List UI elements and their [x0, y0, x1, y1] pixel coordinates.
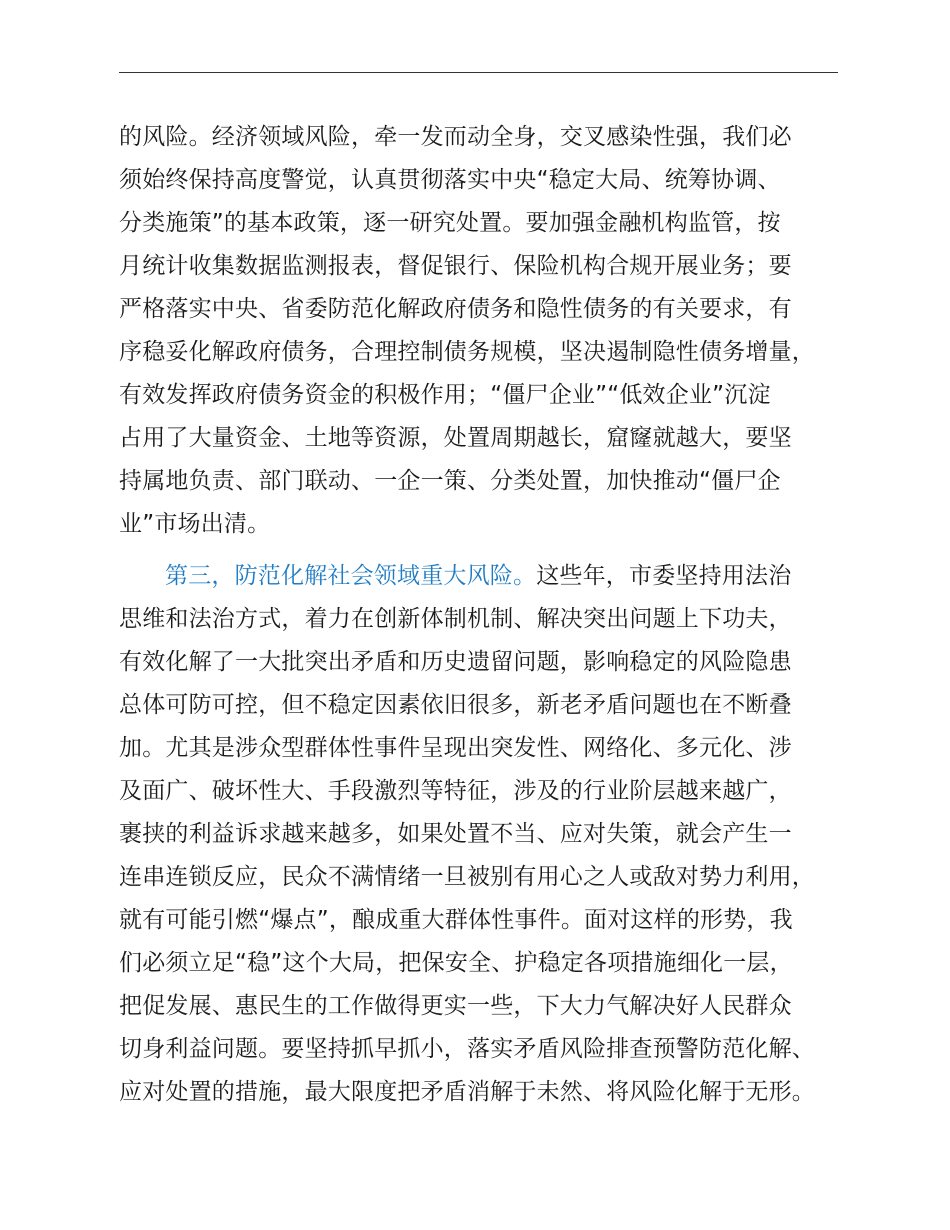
header-rule: [119, 72, 838, 73]
text-line: 序稳妥化解政府债务，合理控制债务规模，坚决遏制隐性债务增量，: [119, 339, 815, 365]
text-line: 持属地负责、部门联动、一企一策、分类处置，加快推动“僵尸企: [119, 468, 781, 494]
text-line: 有效化解了一大批突出矛盾和历史遗留问题，影响稳定的风险隐患: [119, 649, 792, 675]
text-line: 业”市场出清。: [119, 511, 271, 537]
text-line: 思维和法治方式，着力在创新体制机制、解决突出问题上下功夫，: [119, 606, 792, 632]
section-heading: 第三，防范化解社会领域重大风险。: [165, 563, 537, 589]
text-line: 严格落实中央、省委防范化解政府债务和隐性债务的有关要求，有: [119, 296, 792, 322]
first-line-text: 这些年，市委坚持用法治: [536, 563, 792, 589]
text-line: 连串连锁反应，民众不满情绪一旦被别有用心之人或敌对势力利用，: [119, 864, 815, 890]
text-line: 及面广、破坏性大、手段激烈等特征，涉及的行业阶层越来越广，: [119, 778, 792, 804]
text-line: 须始终保持高度警觉，认真贯彻落实中央“稳定大局、统筹协调、: [119, 167, 781, 193]
paragraph-social-risk: [119, 555, 861, 1114]
text-line: 加。尤其是涉众型群体性事件呈现出突发性、网络化、多元化、涉: [119, 735, 792, 761]
text-line: 的风险。经济领域风险，牵一发而动全身，交叉感染性强，我们必: [119, 124, 792, 150]
text-line: 就有可能引燃“爆点”，酿成重大群体性事件。面对这样的形势，我: [119, 907, 793, 933]
text-line: 把促发展、惠民生的工作做得更实一些，下大力气解决好人民群众: [119, 993, 792, 1019]
text-line: 应对处置的措施，最大限度把矛盾消解于未然、将风险化解于无形。: [119, 1079, 815, 1105]
text-line: 总体可防可控，但不稳定因素依旧很多，新老矛盾问题也在不断叠: [119, 692, 792, 718]
first-line: [119, 555, 861, 598]
text-line: 切身利益问题。要坚持抓早抓小，落实矛盾风险排查预警防范化解、: [119, 1036, 815, 1062]
text-line: 有效发挥政府债务资金的积极作用；“僵尸企业”“低效企业”沉淀: [119, 382, 771, 408]
text-line: 占用了大量资金、土地等资源，处置周期越长，窟窿就越大，要坚: [119, 425, 792, 451]
text-line: 月统计收集数据监测报表，督促银行、保险机构合规开展业务；要: [119, 253, 792, 279]
text-line: 裹挟的利益诉求越来越多，如果处置不当、应对失策，就会产生一: [119, 821, 792, 847]
text-line: 分类施策”的基本政策，逐一研究处置。要加强金融机构监管，按: [119, 210, 781, 236]
paragraph-economic-risk: [119, 116, 861, 546]
text-line: 们必须立足“稳”这个大局，把保安全、护稳定各项措施细化一层，: [119, 950, 793, 976]
